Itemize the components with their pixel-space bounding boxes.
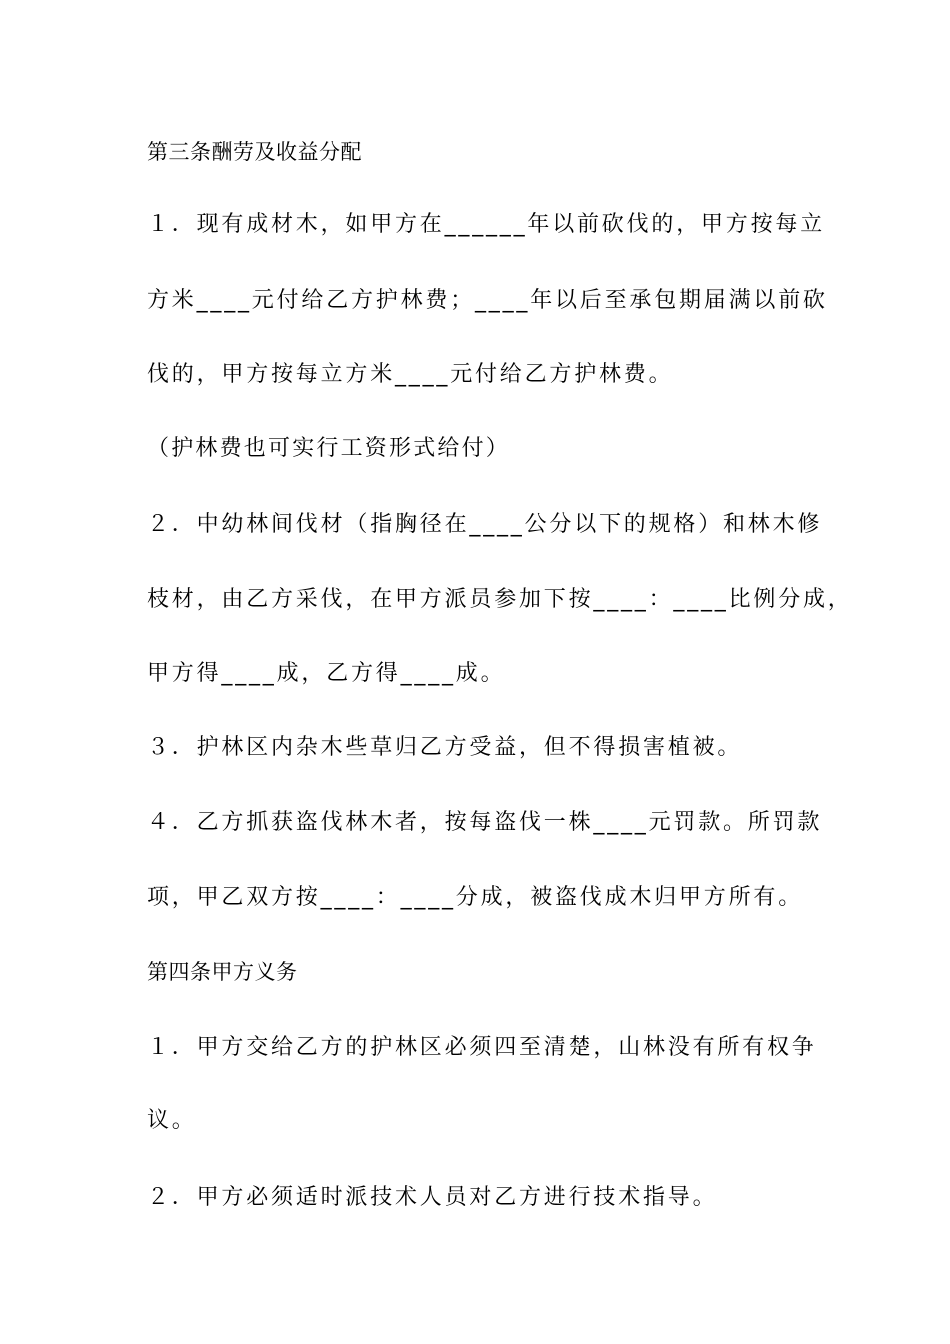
section-heading-article-3: 第三条酬劳及收益分配 [147, 140, 362, 164]
paragraph-line: １．甲方交给乙方的护林区必须四至清楚，山林没有所有权争 [147, 1035, 817, 1060]
paragraph-line: ４．乙方抓获盗伐林木者，按每盗伐一株____元罚款。所罚款 [147, 810, 823, 835]
paragraph-note: （护林费也可实行工资形式给付） [147, 436, 511, 461]
paragraph-line: 枝材，由乙方采伐，在甲方派员参加下按____：____比例分成， [147, 587, 853, 612]
paragraph-line: １．现有成材木，如甲方在______年以前砍伐的，甲方按每立 [147, 212, 826, 237]
paragraph-line: ２．中幼林间伐材（指胸径在____公分以下的规格）和林木修 [147, 512, 823, 537]
paragraph-line: 议。 [147, 1108, 197, 1133]
paragraph-line: ２．甲方必须适时派技术人员对乙方进行技术指导。 [147, 1185, 718, 1210]
section-heading-article-4: 第四条甲方义务 [147, 960, 298, 984]
paragraph-line: 方米____元付给乙方护林费；____年以后至承包期届满以前砍 [147, 288, 828, 313]
paragraph-line: 甲方得____成，乙方得____成。 [147, 661, 506, 686]
paragraph-line: 伐的，甲方按每立方米____元付给乙方护林费。 [147, 362, 674, 387]
paragraph-line: 项，甲乙双方按____：____分成，被盗伐成木归甲方所有。 [147, 885, 804, 910]
paragraph-line: ３．护林区内杂木些草归乙方受益，但不得损害植被。 [147, 735, 743, 760]
